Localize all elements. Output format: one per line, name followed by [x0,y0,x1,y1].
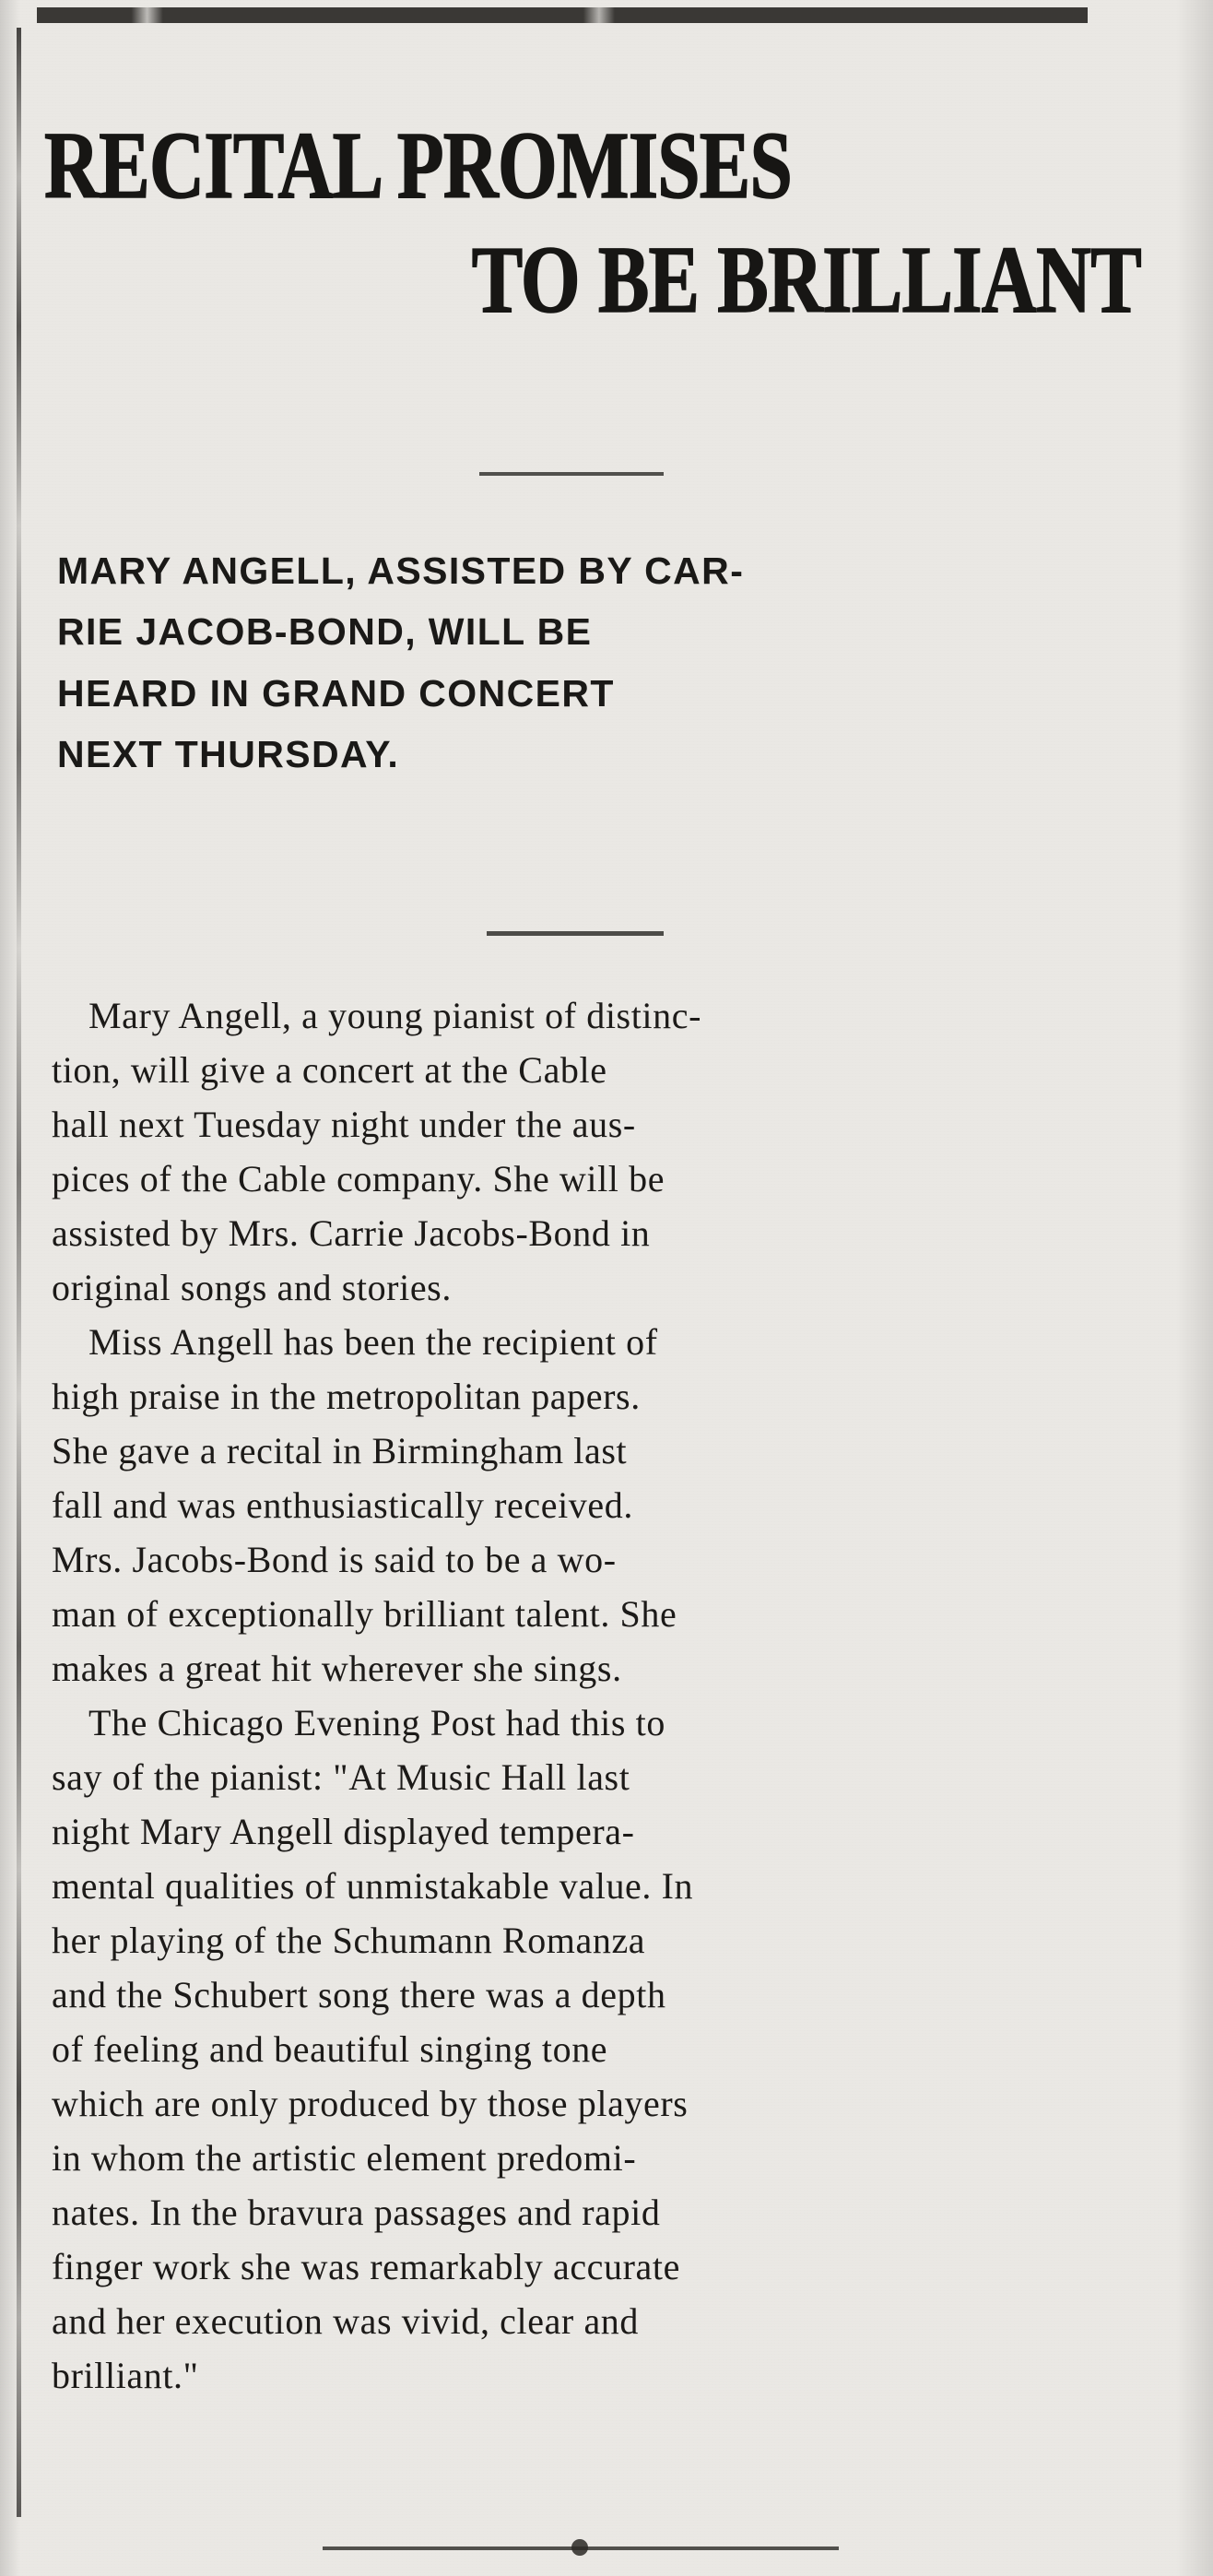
body-line: which are only produced by those players [52,2083,689,2124]
deck-line-1-text: MARY ANGELL, ASSISTED BY CAR- [57,549,745,592]
body-line: Miss Angell has been the recipient of [88,1321,658,1363]
body-line: tion, will give a concert at the Cable [52,1049,607,1091]
column-rule-top [37,7,1088,23]
body-line: brilliant." [52,2355,199,2396]
body-line: hall next Tuesday night under the aus- [52,1104,636,1145]
deck-line-1 [57,540,1126,601]
body-line: nates. In the bravura passages and rapid [52,2192,661,2233]
deck-line-4: NEXT THURSDAY. [57,733,400,776]
body-line: makes a great hit wherever she sings. [52,1648,622,1689]
body-line: say of the pianist: "At Music Hall last [52,1756,630,1798]
deck-line-2: RIE JACOB-BOND, WILL BE [57,610,593,654]
body-line: She gave a recital in Birmingham last [52,1430,628,1471]
column-rule-left [17,28,21,2517]
body-line: man of exceptionally brilliant talent. She [52,1593,677,1635]
paragraph-1 [52,988,1148,1315]
body-line: mental qualities of unmistakable value. In [52,1865,694,1907]
body-line: high praise in the metropolitan papers. [52,1376,641,1417]
paragraph-3 [52,1696,1148,2403]
body-line: of feeling and beautiful singing tone [52,2028,608,2070]
article-body [52,988,1148,2403]
article-deck [57,540,1126,786]
paragraph-2 [52,1315,1148,1696]
body-line: her playing of the Schumann Romanza [52,1920,646,1961]
body-line: pices of the Cable company. She will be [52,1158,665,1199]
headline-line-2: TO BE BRILLIANT [471,226,1141,333]
body-line: Mrs. Jacobs-Bond is said to be a wo- [52,1539,617,1580]
body-line: night Mary Angell displayed tempera- [52,1811,635,1852]
body-line: The Chicago Evening Post had this to [88,1702,665,1743]
body-line: and her execution was vivid, clear and [52,2300,639,2342]
deck-line-3: HEARD IN GRAND CONCERT [57,671,615,715]
headline-divider-dash [479,472,664,476]
body-line: assisted by Mrs. Carrie Jacobs-Bond in [52,1212,651,1254]
headline-line-1: RECITAL PROMISES [44,112,792,219]
article-headline [44,112,1141,333]
body-line: Mary Angell, a young pianist of distinc- [88,995,702,1036]
body-line: fall and was enthusiastically received. [52,1484,633,1526]
body-line: finger work she was remarkably accurate [52,2246,680,2287]
deck-divider-dash [487,931,664,936]
body-line: original songs and stories. [52,1267,452,1308]
body-line: and the Schubert song there was a depth [52,1974,666,2015]
body-line: in whom the artistic element predomi- [52,2137,637,2179]
article-end-dot-ornament [571,2539,588,2556]
